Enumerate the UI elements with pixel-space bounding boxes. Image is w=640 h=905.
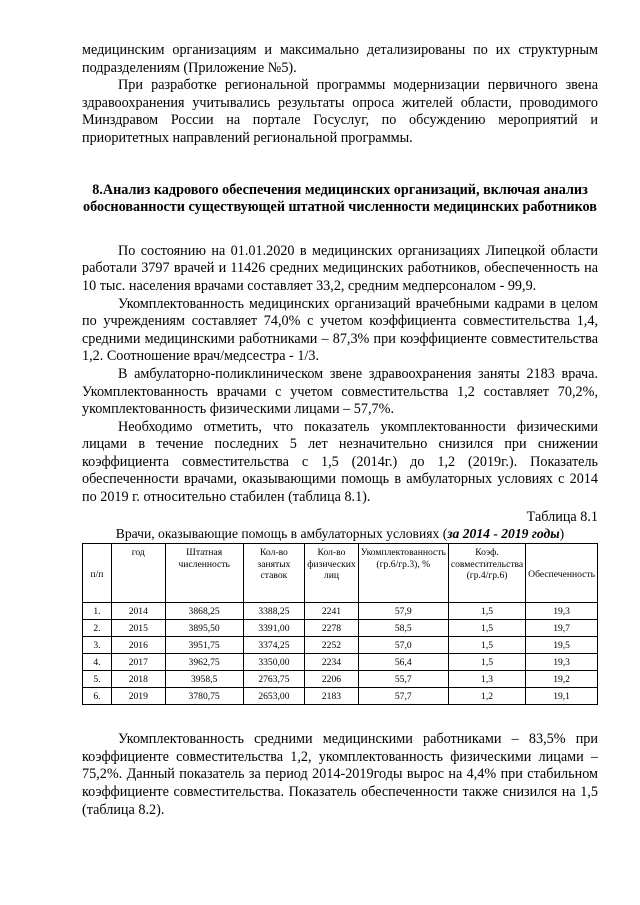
- cell-staff: 3951,75: [165, 637, 243, 654]
- table-row: [83, 620, 598, 637]
- cell-staffing: 57,9: [358, 603, 448, 620]
- col-header-staffing: Укомплектованность (гр.6/гр.3), %: [358, 544, 448, 603]
- cell-staff: 3895,50: [165, 620, 243, 637]
- paragraph-staff-count: По состоянию на 01.01.2020 в медицинских организациях Липецкой области работали 3797 врачей и 11426 средних медицинских работников, обеспеченность на 10 тыс. населения врачами составляет 33,2, средним медперсоналом - 99,9.: [82, 242, 598, 294]
- cell-persons: 2252: [305, 637, 358, 654]
- paragraph-staffing-level: Укомплектованность медицинских организаций врачебными кадрами в целом по учреждениям составляет 74,0% с учетом коэффициента совместительства 1,4, средними медицинскими работниками – 87,3% при коэффициенте совместительства 1,2. Соотношение врач/медсестра - 1/3.: [82, 295, 598, 365]
- section-heading: 8.Анализ кадрового обеспечения медицинских организаций, включая анализ обоснованности существующей штатной численности медицинских работников: [83, 181, 597, 216]
- table-row: [83, 654, 598, 671]
- cell-staff: 3958,5: [165, 671, 243, 688]
- cell-occupied: 2653,00: [243, 688, 305, 705]
- col-header-coef: Коэф. совместительства (гр.4/гр.6): [448, 544, 525, 603]
- cell-coef: 1,2: [448, 688, 525, 705]
- cell-staffing: 56,4: [358, 654, 448, 671]
- col-header-year: год: [111, 544, 165, 603]
- cell-staffing: 58,5: [358, 620, 448, 637]
- cell-staffing: 57,7: [358, 688, 448, 705]
- paragraph-outpatient: В амбулаторно-поликлиническом звене здравоохранения заняты 2183 врача. Укомплектованность врачами с учетом совместительства 1,2 составляет 70,2%, укомплектованность физическими лицами – 57,7%.: [82, 365, 598, 418]
- cell-coef: 1,5: [448, 637, 525, 654]
- cell-staffing: 57,0: [358, 637, 448, 654]
- paragraph-nurses: Укомплектованность средними медицинскими работниками – 83,5% при коэффициенте совместительства 1,2, укомплектованность физическими лицами – 75,2%. Данный показатель за период 2014-2019годы вырос на 4,4% при стабильном коэффициенте совместительства. Показатель обеспеченности также снизился на 1,5 (таблица 8.2).: [82, 731, 598, 818]
- paragraph-intro-continuation: медицинским организациям и максимально детализированы по их структурным подразделениям (Приложение №5).: [82, 42, 598, 76]
- paragraph-intro-survey: При разработке региональной программы модернизации первичного звена здравоохранения учитывались результаты опроса жителей области, проводимого Минздравом России на портале Госуслуг, по обсуждению мероприятий и приоритетных направлений региональной программы.: [82, 77, 598, 146]
- col-header-occupied: Кол-во занятых ставок: [243, 544, 305, 603]
- cell-provision: 19,7: [526, 620, 598, 637]
- cell-year: 2018: [111, 671, 165, 688]
- table-caption-period: за 2014 - 2019 годы: [447, 526, 560, 542]
- table-row: [83, 637, 598, 654]
- table-row: [83, 688, 598, 705]
- cell-coef: 1,3: [448, 671, 525, 688]
- table-caption: [82, 526, 598, 542]
- col-header-staff: Штатная численность: [165, 544, 243, 603]
- cell-staff: 3962,75: [165, 654, 243, 671]
- cell-provision: 19,3: [526, 603, 598, 620]
- cell-num: 5.: [83, 671, 112, 688]
- cell-num: 3.: [83, 637, 112, 654]
- paragraph-trend: Необходимо отметить, что показатель укомплектованности физическими лицами в течение последних 5 лет незначительно снизился при снижении коэффициента совместительства с 1,5 (2014г.) до 1,2 (2019г.). Показатель обеспеченности врачами, оказывающими помощь в амбулаторных условиях с 2014 по 2019 г. относительно стабилен (таблица 8.1).: [82, 418, 598, 506]
- cell-persons: 2206: [305, 671, 358, 688]
- cell-coef: 1,5: [448, 654, 525, 671]
- cell-occupied: 2763,75: [243, 671, 305, 688]
- cell-provision: 19,2: [526, 671, 598, 688]
- cell-year: 2016: [111, 637, 165, 654]
- cell-year: 2014: [111, 603, 165, 620]
- col-header-provision: Обеспеченность: [526, 544, 598, 603]
- cell-provision: 19,3: [526, 654, 598, 671]
- cell-provision: 19,5: [526, 637, 598, 654]
- cell-staff: 3868,25: [165, 603, 243, 620]
- cell-year: 2017: [111, 654, 165, 671]
- cell-num: 2.: [83, 620, 112, 637]
- cell-persons: 2234: [305, 654, 358, 671]
- cell-year: 2019: [111, 688, 165, 705]
- table-number: Таблица 8.1: [526, 508, 598, 525]
- cell-staffing: 55,7: [358, 671, 448, 688]
- cell-occupied: 3391,00: [243, 620, 305, 637]
- cell-coef: 1,5: [448, 620, 525, 637]
- table-caption-close: ): [559, 526, 565, 542]
- table-row: [83, 671, 598, 688]
- cell-coef: 1,5: [448, 603, 525, 620]
- cell-persons: 2278: [305, 620, 358, 637]
- table-caption-text: Врачи, оказывающие помощь в амбулаторных условиях (: [115, 526, 448, 542]
- cell-persons: 2183: [305, 688, 358, 705]
- cell-occupied: 3388,25: [243, 603, 305, 620]
- cell-staff: 3780,75: [165, 688, 243, 705]
- cell-persons: 2241: [305, 603, 358, 620]
- table-row: [83, 603, 598, 620]
- cell-occupied: 3374,25: [243, 637, 305, 654]
- col-header-num: п/п: [83, 544, 112, 603]
- cell-num: 6.: [83, 688, 112, 705]
- cell-provision: 19,1: [526, 688, 598, 705]
- cell-year: 2015: [111, 620, 165, 637]
- cell-num: 1.: [83, 603, 112, 620]
- cell-occupied: 3350,00: [243, 654, 305, 671]
- doctors-table: [82, 543, 598, 705]
- table-header-row: [83, 544, 598, 603]
- cell-num: 4.: [83, 654, 112, 671]
- col-header-persons: Кол-во физических лиц: [305, 544, 358, 603]
